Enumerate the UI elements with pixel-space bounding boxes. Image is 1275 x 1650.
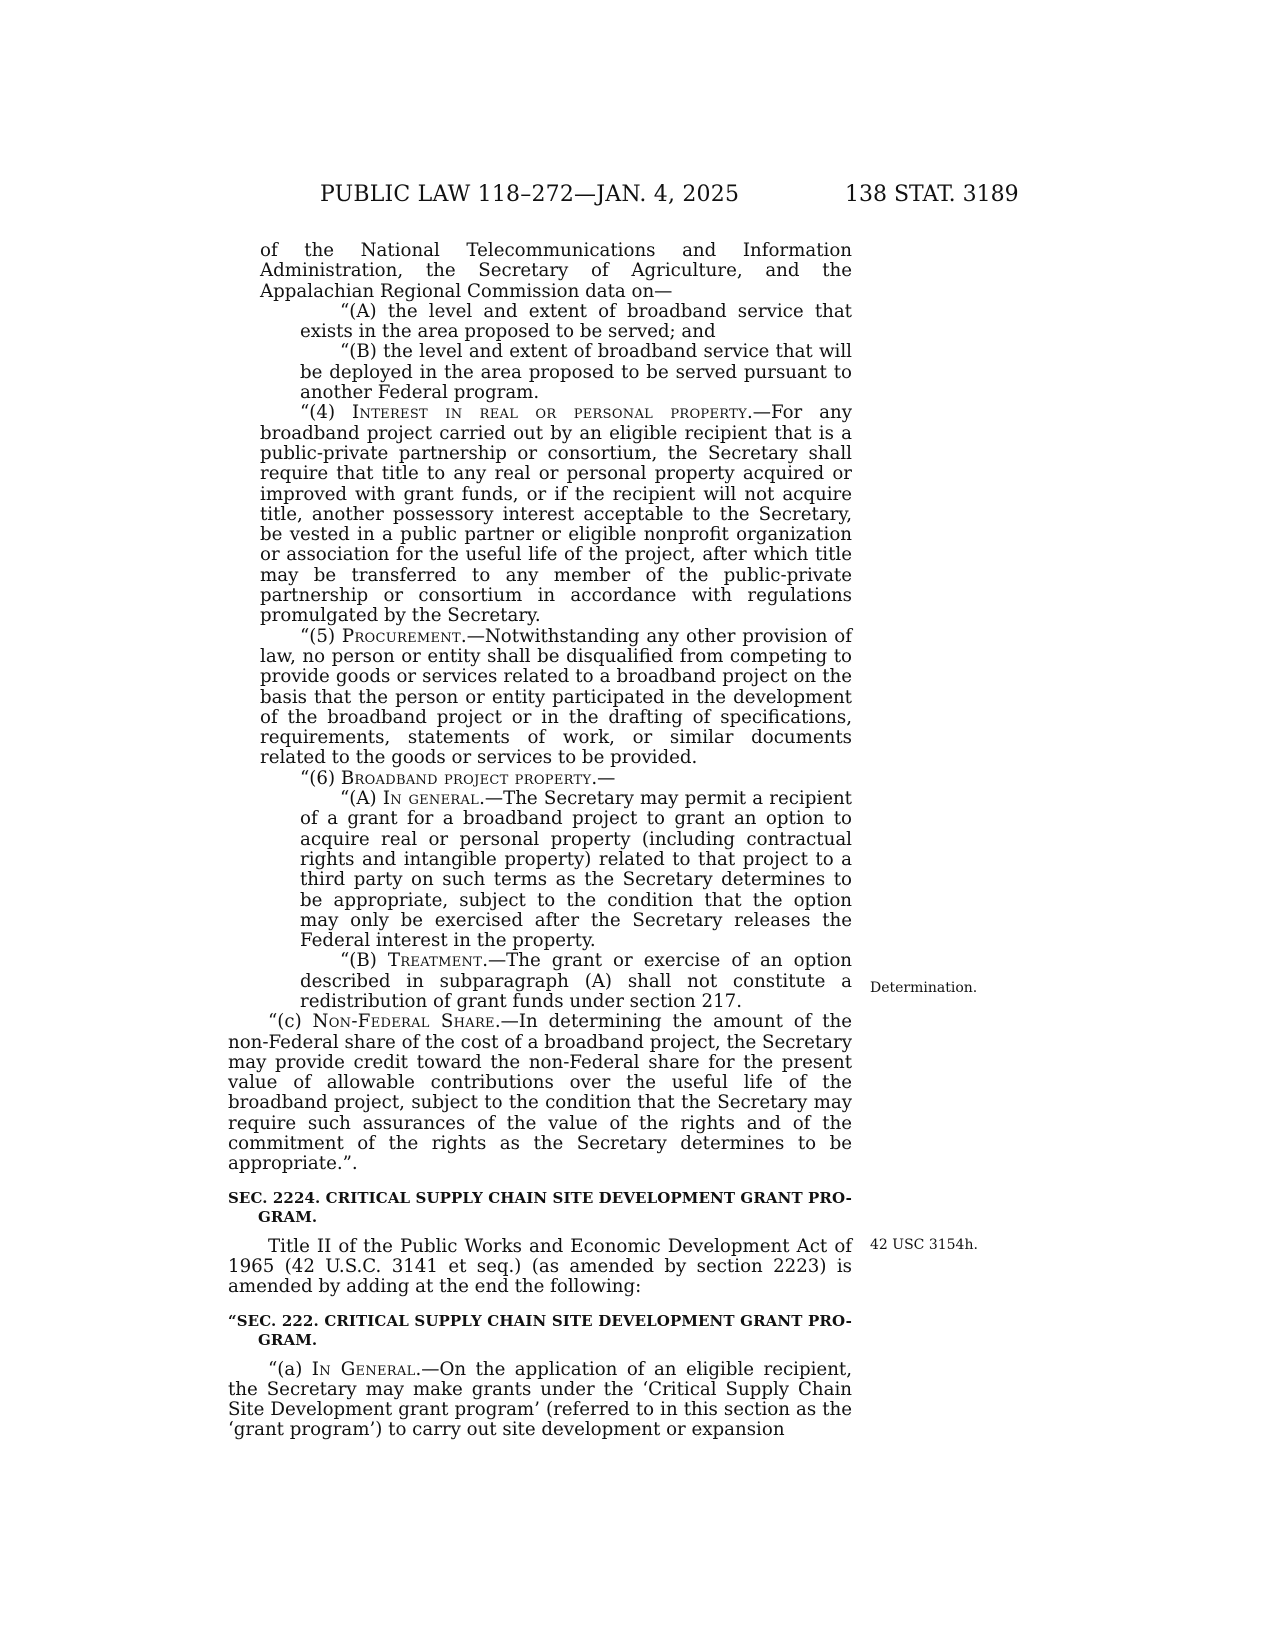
paragraph-4-interest-in-property xyxy=(228,403,852,626)
paragraph-6-broadband-project-property xyxy=(228,769,852,789)
paragraph-6A-in-general xyxy=(228,789,852,951)
page-header-stat-ref: 138 STAT. 3189 xyxy=(845,182,1019,207)
paragraph-heading: Interest in real or personal property xyxy=(352,402,747,424)
section-2224-heading: SEC. 2224. CRITICAL SUPPLY CHAIN SITE DEVELOPMENT GRANT PRO- GRAM. xyxy=(228,1188,853,1226)
paragraph-a-in-general xyxy=(228,1360,852,1441)
paragraph-lead: “(B) xyxy=(340,950,388,972)
margin-note-usc-ref: 42 USC 3154h. xyxy=(870,1237,978,1253)
paragraph-text: .—For any broadband project carried out by an eligible recipient that is a public-private partnership or consortium, the Secretary shall require that title to any real or personal property acquired or improved with grant funds, or if the recipient will not acquire title, another possessory interest acceptable to the Secretary, be vested in a public partner or eligible nonprofit organization or association for the useful life of the project, after which title may be transferred to any member of the public-private partnership or consortium in accordance with regulations promulgated by the Secretary. xyxy=(260,402,853,627)
paragraph-heading: In general xyxy=(382,788,480,810)
paragraph-text: .—In determining the amount of the non-Federal share of the cost of a broadband project, the Secretary may provide credit toward the non-Federal share for the present value of allowable contributions over the useful life of the broadband project, subject to the condition that the Secretary may require such assurances of the value of the rights and of the commitment of the rights as the Secretary determines to be appropriate.”. xyxy=(228,1011,852,1175)
paragraph-heading: Procurement xyxy=(341,625,461,647)
paragraph-intro-continued: of the National Telecommunications and Information Administration, the Secretary of Agriculture, and the Appalachian Regional Commission data on— xyxy=(260,240,852,302)
paragraph-heading: Treatment xyxy=(387,950,483,972)
paragraph-heading: In General xyxy=(311,1358,416,1380)
paragraph-heading: Broadband project property xyxy=(340,767,592,789)
paragraph-heading: Non-Federal Share xyxy=(312,1011,495,1033)
paragraph-text: .—On the application of an eligible recipient, the Secretary may make grants under the ‘Critical Supply Chain Site Development grant program’ (referred to in this section as the ‘grant program’) to carry out site development or expansion xyxy=(228,1358,852,1441)
paragraph-lead: “(5) xyxy=(300,625,342,647)
paragraph-lead: “(A) xyxy=(340,788,383,810)
page-header-law-title: PUBLIC LAW 118–272—JAN. 4, 2025 xyxy=(320,182,740,207)
statute-body xyxy=(228,241,852,1441)
section-222-heading: “SEC. 222. CRITICAL SUPPLY CHAIN SITE DEVELOPMENT GRANT PRO- GRAM. xyxy=(228,1311,852,1349)
margin-note-determination: Determination. xyxy=(870,980,978,996)
paragraph-lead: “(4) xyxy=(300,402,353,424)
section-2224-text: Title II of the Public Works and Economic Development Act of 1965 (42 U.S.C. 3141 et seq.) (as amended by section 2223) is amended by adding at the end the following: xyxy=(228,1235,852,1298)
paragraph-6B-treatment xyxy=(228,951,852,1012)
paragraph-A: “(A) the level and extent of broadband service that exists in the area proposed to be served; and xyxy=(300,300,852,343)
paragraph-c-non-federal-share xyxy=(228,1012,852,1174)
paragraph-text: .—Notwithstanding any other provision of law, no person or entity shall be disqualified from competing to provide goods or services related to a broadband project on the basis that the person or entity participated in the development of the broadband project or in the drafting of specifications, requirements, statements of work, or similar documents related to the goods or services to be provided. xyxy=(260,625,852,769)
paragraph-B: “(B) the level and extent of broadband service that will be deployed in the area proposed to be served pursuant to another Federal program. xyxy=(300,341,852,404)
paragraph-text: .—The Secretary may permit a recipient of a grant for a broadband project to grant an option to acquire real or personal property (including contractual rights and intangible property) related to that project to a third party on such terms as the Secretary determines to be appropriate, subject to the condition that the option may only be exercised after the Secretary releases the Federal interest in the property. xyxy=(300,788,852,952)
paragraph-text: .— xyxy=(591,767,616,789)
paragraph-lead: “(6) xyxy=(300,767,341,789)
paragraph-lead: “(a) xyxy=(268,1358,312,1380)
paragraph-lead: “(c) xyxy=(268,1011,313,1033)
paragraph-5-procurement xyxy=(228,627,852,769)
paragraph-text: .—The grant or exercise of an option described in subparagraph (A) shall not constitute a redistribution of grant funds under section 217. xyxy=(300,950,852,1012)
